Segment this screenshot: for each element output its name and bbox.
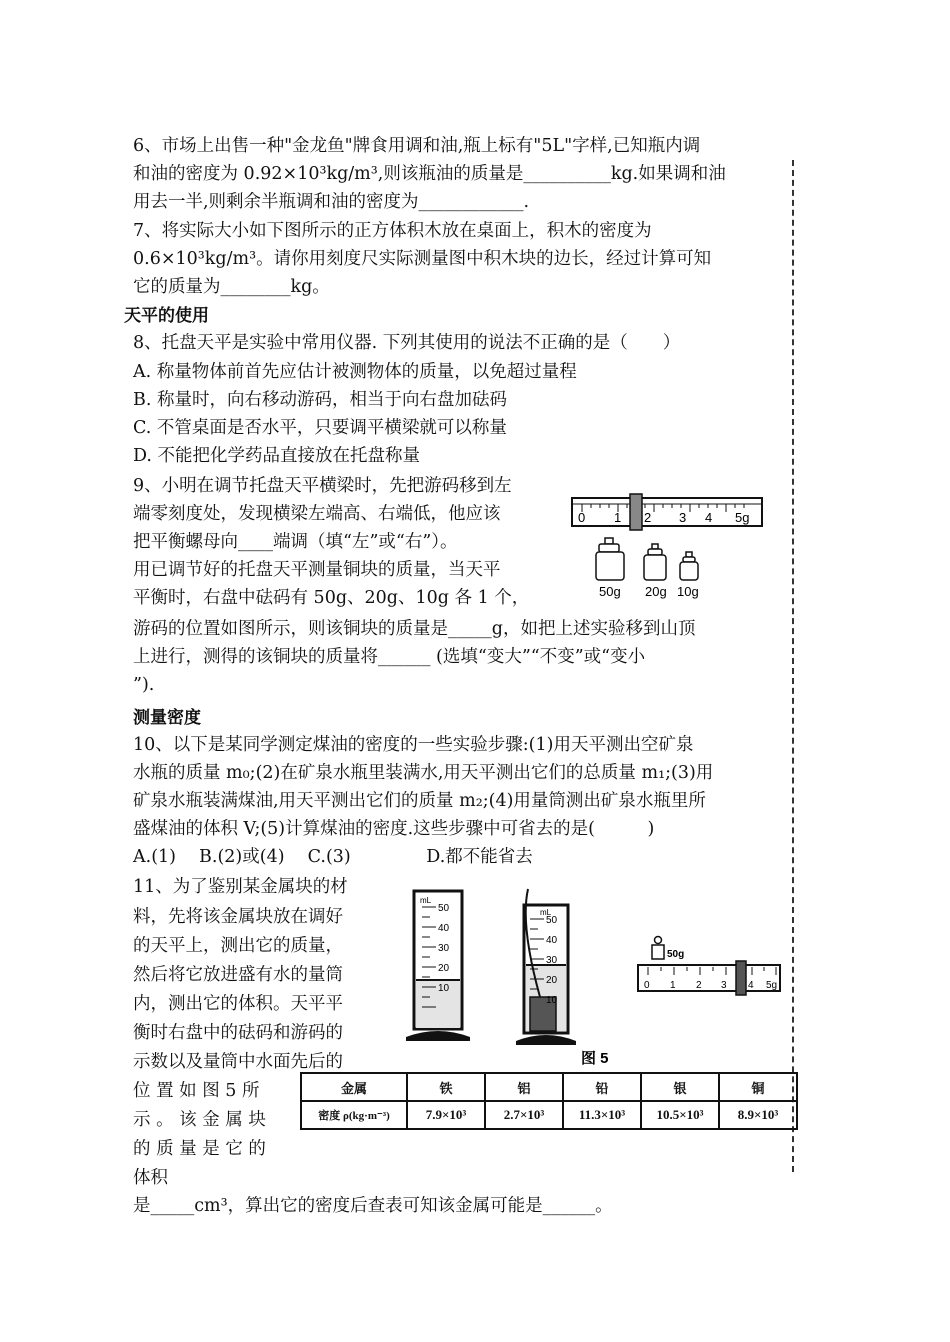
q6-line-3: 用去一半,则剩余半瓶调和油的密度为____________. xyxy=(133,192,530,212)
q8-option-c: C. 不管桌面是否水平，只要调平横梁就可以称量 xyxy=(133,418,507,438)
cylinder-1-unit: mL xyxy=(420,896,432,905)
ruler-tick-3: 3 xyxy=(679,510,687,525)
cylinder-1-tick-20: 20 xyxy=(438,963,450,974)
weight-10g-label: 10g xyxy=(677,584,699,599)
table-row-header xyxy=(301,1073,797,1101)
table-cell-metal-copper: 铜 xyxy=(719,1073,797,1101)
q11-line-10: 的 质 量 是 它 的 xyxy=(133,1139,266,1159)
fig5-caption: 图 5 xyxy=(581,1050,609,1067)
table-header-label: 金属 xyxy=(301,1073,407,1101)
table-cell-metal-iron: 铁 xyxy=(407,1073,485,1101)
q9-line-3: 把平衡螺母向____端调（填“左”或“右”）。 xyxy=(133,532,458,552)
fig5-svg xyxy=(400,885,792,1070)
q10-line-3: 矿泉水瓶装满煤油,用天平测出它们的质量 m₂;(4)用量筒测出矿泉水瓶里所 xyxy=(133,791,706,811)
weight-50g-label: 50g xyxy=(599,584,621,599)
q9-line-4: 用已调节好的托盘天平测量铜块的质量，当天平 xyxy=(133,560,501,580)
q11-line-3: 的天平上，测出它的质量， xyxy=(133,936,343,956)
cylinder-2-tick-10: 10 xyxy=(546,995,558,1006)
q9-line-7: 上进行，测得的该铜块的质量将______ (选填“变大”“不变”或“变小 xyxy=(133,647,646,667)
q11-line-4: 然后将它放进盛有水的量筒 xyxy=(133,965,343,985)
q11-line-12: 是_____cm³，算出它的密度后查表可知该金属可能是______。 xyxy=(133,1196,613,1216)
fig5-weight-label: 50g xyxy=(667,949,685,960)
q11-line-5: 内，测出它的体积。天平平 xyxy=(133,994,343,1014)
q11-line-9: 示 。 该 金 属 块 xyxy=(133,1110,266,1130)
fig5-ruler-tick-4: 4 xyxy=(748,980,754,991)
q9-line-6: 游码的位置如图所示，则该铜块的质量是_____g，如把上述实验移到山顶 xyxy=(133,619,696,639)
fig5-rider-slider xyxy=(736,961,746,995)
weight-20g-label: 20g xyxy=(645,584,667,599)
table-cell-density-lead: 11.3×10³ xyxy=(563,1101,641,1129)
weight-20g-icon xyxy=(644,555,666,580)
fig5-ruler-tick-2: 2 xyxy=(696,980,702,991)
q6-line-2: 和油的密度为 0.92×10³kg/m³,则该瓶油的质量是__________kg.如果调和油 xyxy=(133,164,726,184)
ruler-tick-2: 2 xyxy=(644,510,652,525)
q9-line-5: 平衡时，右盘中砝码有 50g、20g、10g 各 1 个， xyxy=(133,588,530,608)
q9-balance-figure xyxy=(568,488,766,602)
q10-line-4: 盛煤油的体积 V;(5)计算煤油的密度.这些步骤中可省去的是( ) xyxy=(133,819,655,839)
fig5-figure xyxy=(400,885,792,1070)
ruler-tick-1: 1 xyxy=(614,510,622,525)
cylinder-2-base xyxy=(516,1035,576,1045)
section-heading-balance: 天平的使用 xyxy=(124,306,209,326)
table-cell-density-aluminum: 2.7×10³ xyxy=(485,1101,563,1129)
table-cell-metal-silver: 银 xyxy=(641,1073,719,1101)
rider-slider xyxy=(630,494,642,530)
fig5-ruler-tick-0: 0 xyxy=(644,980,650,991)
metal-density-table xyxy=(300,1072,798,1130)
table-cell-density-copper: 8.9×10³ xyxy=(719,1101,797,1129)
weight-10g-icon xyxy=(680,562,698,580)
fig5-rider-ruler xyxy=(638,965,780,991)
weight-50g-icon xyxy=(596,552,624,580)
q11-line-11: 体积 xyxy=(133,1168,168,1188)
q9-line-1: 9、小明在调节托盘天平横梁时，先把游码移到左 xyxy=(133,476,512,496)
q9-line-8: ”). xyxy=(133,675,155,695)
metal-density-table-wrap xyxy=(300,1072,798,1130)
q11-line-7: 示数以及量筒中水面先后的 xyxy=(133,1052,343,1072)
table-cell-metal-aluminum: 铝 xyxy=(485,1073,563,1101)
q8-option-d: D. 不能把化学药品直接放在托盘称量 xyxy=(133,446,421,466)
page-border-dashed xyxy=(792,160,794,1172)
rider-ruler-body xyxy=(572,498,762,526)
cylinder-2-unit: mL xyxy=(540,908,552,917)
fig5-weight-icon xyxy=(652,945,664,959)
fig5-ruler-tick-5g: 5g xyxy=(766,980,778,991)
q7-line-2: 0.6×10³kg/m³。请你用刻度尺实际测量图中积木块的边长，经过计算可知 xyxy=(133,249,712,269)
q10-line-2: 水瓶的质量 m₀;(2)在矿泉水瓶里装满水,用天平测出它们的总质量 m₁;(3)用 xyxy=(133,763,714,783)
ruler-tick-5g: 5g xyxy=(735,510,750,525)
q9-line-2: 端零刻度处，发现横梁左端高、右端低，他应该 xyxy=(133,504,501,524)
q10-options: A.(1) B.(2)或(4) C.(3) D.都不能省去 xyxy=(133,847,533,867)
fig5-weight-knob xyxy=(655,937,662,944)
q8-option-b: B. 称量时，向右移动游码，相当于向右盘加砝码 xyxy=(133,390,507,410)
section-heading-density: 测量密度 xyxy=(133,708,201,728)
q6-line-1: 6、市场上出售一种"金龙鱼"牌食用调和油,瓶上标有"5L"字样,已知瓶内调 xyxy=(133,136,701,156)
q11-line-6: 衡时右盘中的砝码和游码的 xyxy=(133,1023,343,1043)
cylinder-2-tick-50: 50 xyxy=(546,915,558,926)
ruler-tick-4: 4 xyxy=(705,510,713,525)
weight-50g-knob xyxy=(605,538,613,544)
q8-option-a: A. 称量物体前首先应估计被测物体的质量，以免超过量程 xyxy=(133,362,577,382)
q7-line-3: 它的质量为________kg。 xyxy=(133,277,330,297)
weight-50g-neck xyxy=(599,544,619,552)
table-row-density xyxy=(301,1101,797,1129)
cylinder-1-tick-30: 30 xyxy=(438,943,450,954)
q10-line-1: 10、以下是某同学测定煤油的密度的一些实验步骤:(1)用天平测出空矿泉 xyxy=(133,735,694,755)
cylinder-1-tick-50: 50 xyxy=(438,903,450,914)
table-row-label-density: 密度 ρ(kg·m⁻³) xyxy=(301,1101,407,1129)
fig5-ruler-tick-1: 1 xyxy=(670,980,676,991)
table-cell-density-silver: 10.5×10³ xyxy=(641,1101,719,1129)
q11-line-8: 位 置 如 图 5 所 xyxy=(133,1081,260,1101)
table-cell-density-iron: 7.9×10³ xyxy=(407,1101,485,1129)
cylinder-2-tick-30: 30 xyxy=(546,955,558,966)
q7-line-1: 7、将实际大小如下图所示的正方体积木放在桌面上，积木的密度为 xyxy=(133,221,652,241)
cylinder-2-tick-40: 40 xyxy=(546,935,558,946)
weight-20g-neck xyxy=(648,549,662,555)
ruler-tick-0: 0 xyxy=(578,510,586,525)
cylinder-1-tick-10: 10 xyxy=(438,983,450,994)
cylinder-1-base xyxy=(406,1031,470,1041)
q9-figure-svg xyxy=(568,488,766,602)
cylinder-1-tick-40: 40 xyxy=(438,923,450,934)
table-cell-metal-lead: 铅 xyxy=(563,1073,641,1101)
cylinder-2-tick-20: 20 xyxy=(546,975,558,986)
q11-line-2: 料，先将该金属块放在调好 xyxy=(133,907,343,927)
fig5-ruler-tick-3: 3 xyxy=(721,980,727,991)
q11-line-1: 11、为了鉴别某金属块的材 xyxy=(133,877,348,897)
q8-stem: 8、托盘天平是实验中常用仪器. 下列其使用的说法不正确的是（ ） xyxy=(133,333,681,353)
